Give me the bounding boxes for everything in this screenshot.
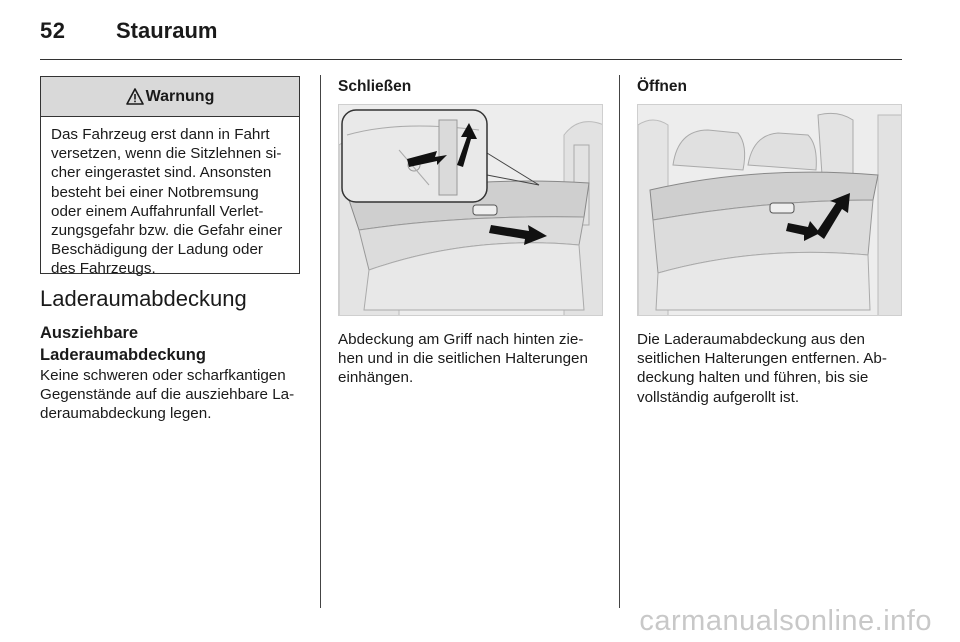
page-number: 52 <box>40 18 66 43</box>
warning-header <box>41 77 299 117</box>
heading-laderaumabdeckung: Laderaumabdeckung <box>40 286 247 311</box>
subheading-ausziehbare: Ausziehbare Laderaumabdeckung <box>40 324 206 364</box>
column-divider-right <box>619 75 620 608</box>
warning-title: Warnung <box>145 87 215 105</box>
caption-oeffnen: Die Laderaumabdeckung aus den seitlichen Halterungen entfernen. Ab- deckung halten und führen, bis sie vollständig aufgerollt ist. <box>637 331 887 406</box>
heading-oeffnen: Öffnen <box>637 78 687 95</box>
warning-box <box>40 76 300 278</box>
body-text-left: Keine schweren oder scharfkantigen Gegenstände auf die ausziehbare La- deraumabdeckung legen. <box>40 367 295 423</box>
caption-schliessen: Abdeckung am Griff nach hinten zie- hen und in die seitlichen Halterungen einhängen. <box>338 331 588 387</box>
header-rule <box>40 59 902 60</box>
figure-opening-cover <box>637 104 902 316</box>
watermark: carmanualsonline.info <box>639 605 932 637</box>
figure-closing-cover <box>338 104 603 316</box>
column-divider-left <box>320 75 321 608</box>
section-title: Stauraum <box>116 18 218 43</box>
heading-schliessen: Schließen <box>338 78 412 95</box>
warning-triangle-icon <box>126 88 144 105</box>
warning-text: Das Fahrzeug erst dann in Fahrt versetzen, wenn die Sitzlehnen si- cher eingerastet sind. Ansonsten besteht bei einer Notbremsung oder einem Auffahrunfall Verlet- zungsgefahr bzw. die Gefahr einer Beschädigung der Ladung oder des Fahrzeugs. <box>51 126 283 278</box>
